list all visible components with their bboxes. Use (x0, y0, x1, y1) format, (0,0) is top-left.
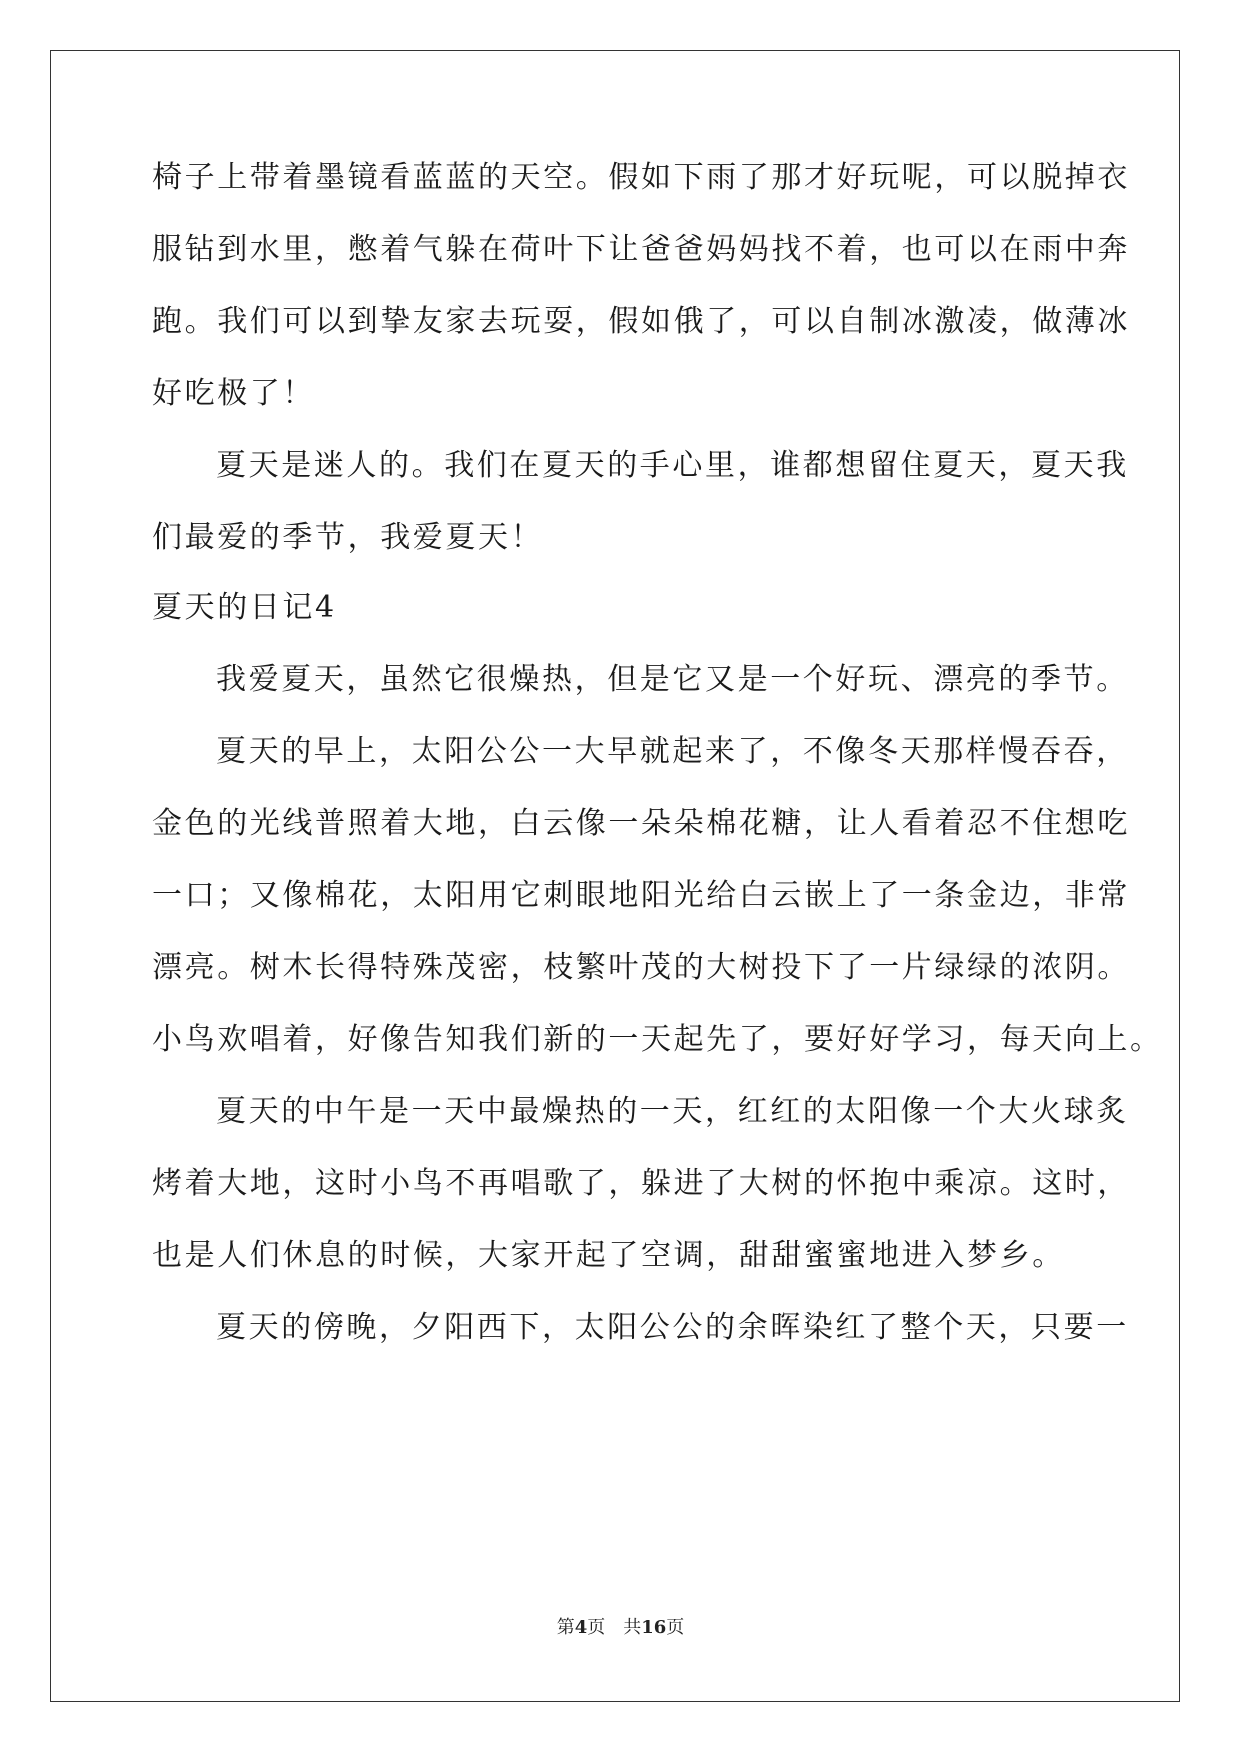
text-line: 服钻到水里，憋着气躲在荷叶下让爸爸妈妈找不着，也可以在雨中奔 (152, 232, 1130, 267)
paragraph-start: 我爱夏天，虽然它很燥热，但是它又是一个好玩、漂亮的季节。 (216, 662, 1129, 697)
text-line: 好吃极了！ (152, 376, 315, 411)
text-line: 小鸟欢唱着，好像告知我们新的一天起先了，要好好学习，每天向上。 (152, 1022, 1163, 1057)
paragraph-start: 夏天的傍晚，夕阳西下，太阳公公的余晖染红了整个天，只要一 (216, 1310, 1129, 1345)
footer-mid: 页 共 (587, 1617, 642, 1638)
text-line: 一口；又像棉花，太阳用它刺眼地阳光给白云嵌上了一条金边，非常 (152, 878, 1130, 913)
text-line: 们最爱的季节，我爱夏天！ (152, 520, 544, 555)
paragraph-start: 夏天的早上，太阳公公一大早就起来了，不像冬天那样慢吞吞， (216, 734, 1129, 769)
current-page-number: 4 (574, 1617, 588, 1638)
total-page-count: 16 (641, 1617, 667, 1638)
footer-prefix: 第 (556, 1617, 575, 1638)
footer-suffix: 页 (666, 1617, 685, 1638)
page-footer (0, 1613, 1241, 1639)
text-line: 金色的光线普照着大地，白云像一朵朵棉花糖，让人看着忍不住想吃 (152, 806, 1130, 841)
text-line: 椅子上带着墨镜看蓝蓝的天空。假如下雨了那才好玩呢，可以脱掉衣 (152, 160, 1130, 195)
text-line: 也是人们休息的时候，大家开起了空调，甜甜蜜蜜地进入梦乡。 (152, 1238, 1065, 1273)
text-line: 烤着大地，这时小鸟不再唱歌了，躲进了大树的怀抱中乘凉。这时， (152, 1166, 1130, 1201)
text-line: 跑。我们可以到挚友家去玩耍，假如俄了，可以自制冰激凌，做薄冰 (152, 304, 1130, 339)
paragraph-start: 夏天是迷人的。我们在夏天的手心里，谁都想留住夏天，夏天我 (216, 448, 1129, 483)
paragraph-start: 夏天的中午是一天中最燥热的一天，红红的太阳像一个大火球炙 (216, 1094, 1129, 1129)
text-line: 漂亮。树木长得特殊茂密，枝繁叶茂的大树投下了一片绿绿的浓阴。 (152, 950, 1130, 985)
section-heading: 夏天的日记4 (152, 590, 337, 625)
